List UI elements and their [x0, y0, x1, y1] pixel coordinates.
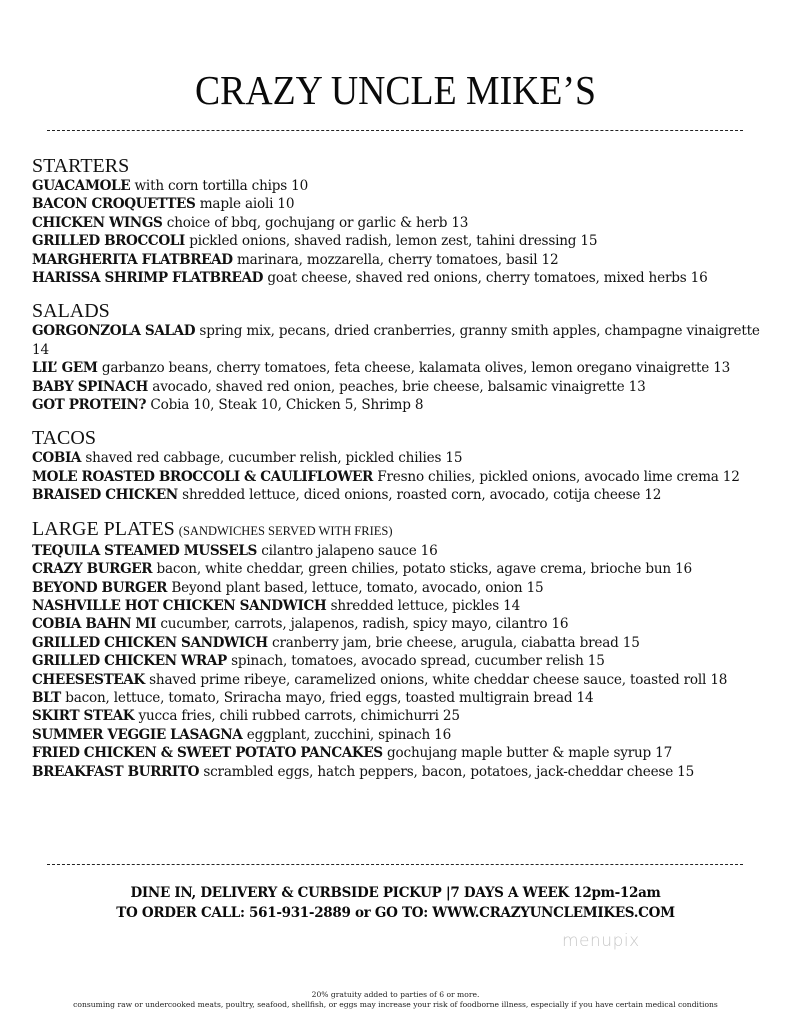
restaurant-title: CRAZY UNCLE MIKE’S — [195, 67, 596, 113]
menu-item — [32, 359, 777, 377]
section-title: LARGE PLATES (SANDWICHES SERVED WITH FRIES) — [32, 517, 393, 540]
item-name: BABY SPINACH — [32, 378, 148, 395]
item-description: cucumber, carrots, jalapenos, radish, spicy mayo, cilantro 16 — [160, 616, 569, 633]
menu-item — [32, 671, 777, 689]
menu-item — [32, 579, 777, 597]
item-name: BACON CROQUETTES — [32, 196, 196, 213]
item-description: shredded lettuce, diced onions, roasted corn, avocado, cotija cheese 12 — [182, 487, 662, 504]
item-name: MARGHERITA FLATBREAD — [32, 251, 233, 268]
item-description: gochujang maple butter & maple syrup 17 — [387, 745, 673, 762]
menu-item — [32, 269, 777, 287]
item-name: COBIA BAHN MI — [32, 616, 157, 633]
gratuity-note: 20% gratuity added to parties of 6 or more. — [311, 990, 480, 999]
item-description: avocado, shaved red onion, peaches, brie cheese, balsamic vinaigrette 13 — [152, 378, 646, 395]
menu-item — [32, 689, 777, 707]
item-name: HARISSA SHRIMP FLATBREAD — [32, 270, 263, 287]
section-salads — [32, 301, 777, 414]
item-description: yucca fries, chili rubbed carrots, chimichurri 25 — [138, 708, 460, 725]
item-name: COBIA — [32, 450, 82, 467]
menu-item — [32, 322, 777, 359]
menu-item — [32, 652, 777, 670]
menu-item — [32, 542, 777, 560]
menu-item — [32, 449, 777, 467]
menu-item — [32, 396, 777, 414]
item-name: BREAKFAST BURRITO — [32, 763, 200, 780]
top-dashed-divider — [47, 130, 743, 131]
menu-body — [32, 156, 777, 795]
item-name: LIL’ GEM — [32, 360, 98, 377]
item-name: GORGONZOLA SALAD — [32, 323, 196, 340]
item-name: GRILLED CHICKEN SANDWICH — [32, 634, 268, 651]
bottom-dashed-divider — [47, 864, 743, 865]
item-description: cranberry jam, brie cheese, arugula, ciabatta bread 15 — [272, 634, 640, 651]
item-name: FRIED CHICKEN & SWEET POTATO PANCAKES — [32, 745, 383, 762]
menu-item — [32, 177, 777, 195]
fine-print — [0, 990, 791, 1009]
menu-item — [32, 634, 777, 652]
section-title: TACOS — [32, 427, 96, 450]
item-description: with corn tortilla chips 10 — [134, 178, 309, 194]
item-description: marinara, mozzarella, cherry tomatoes, basil 12 — [236, 251, 559, 268]
section-tacos — [32, 428, 777, 504]
item-description: garbanzo beans, cherry tomatoes, feta cheese, kalamata olives, lemon oregano vinaigrette 13 — [101, 360, 731, 377]
item-name: SKIRT STEAK — [32, 708, 135, 725]
menu-item — [32, 560, 777, 578]
section-starters — [32, 156, 777, 287]
item-name: TEQUILA STEAMED MUSSELS — [32, 542, 257, 559]
item-description: maple aioli 10 — [199, 196, 295, 213]
item-name: GOT PROTEIN? — [32, 397, 147, 414]
menu-item — [32, 214, 777, 232]
section-title: SALADS — [32, 300, 110, 323]
item-name: CHEESESTEAK — [32, 671, 145, 688]
item-description: goat cheese, shaved red onions, cherry tomatoes, mixed herbs 16 — [267, 270, 708, 287]
item-name: GUACAMOLE — [32, 178, 131, 194]
menu-item — [32, 251, 777, 269]
item-description: shaved prime ribeye, caramelized onions, white cheddar cheese sauce, toasted roll 18 — [149, 671, 728, 688]
menu-item — [32, 763, 777, 781]
item-name: NASHVILLE HOT CHICKEN SANDWICH — [32, 597, 327, 614]
menu-item — [32, 726, 777, 744]
menu-item — [32, 378, 777, 396]
item-description: spring mix, pecans, dried cranberries, granny smith apples, champagne vinaigrette 14 — [32, 323, 760, 358]
item-name: GRILLED CHICKEN WRAP — [32, 653, 227, 670]
section-title: STARTERS — [32, 155, 130, 177]
item-name: MOLE ROASTED BROCCOLI & CAULIFLOWER — [32, 468, 373, 485]
menu-item — [32, 707, 777, 725]
item-description: Beyond plant based, lettuce, tomato, avocado, onion 15 — [171, 579, 544, 596]
menu-item — [32, 486, 777, 504]
item-description: cilantro jalapeno sauce 16 — [261, 542, 438, 559]
footer-info — [0, 883, 791, 923]
item-description: bacon, lettuce, tomato, Sriracha mayo, fried eggs, toasted multigrain bread 14 — [65, 689, 594, 706]
menu-item — [32, 232, 777, 250]
menu-item — [32, 468, 777, 486]
item-name: SUMMER VEGGIE LASAGNA — [32, 726, 243, 743]
item-description: shredded lettuce, pickles 14 — [330, 597, 521, 614]
item-name: BEYOND BURGER — [32, 579, 168, 596]
item-name: GRILLED BROCCOLI — [32, 233, 185, 250]
food-safety-disclaimer: consuming raw or undercooked meats, poultry, seafood, shellfish, or eggs may increase your risk of foodborne illness, especially if you have certain medical conditions — [73, 999, 718, 1009]
item-description: pickled onions, shaved radish, lemon zest, tahini dressing 15 — [189, 233, 598, 250]
item-description: scrambled eggs, hatch peppers, bacon, potatoes, jack-cheddar cheese 15 — [203, 763, 695, 780]
item-name: CRAZY BURGER — [32, 561, 153, 578]
item-name: BRAISED CHICKEN — [32, 487, 178, 504]
section-note: (SANDWICHES SERVED WITH FRIES) — [178, 523, 393, 538]
item-description: eggplant, zucchini, spinach 16 — [246, 726, 452, 743]
menu-item — [32, 615, 777, 633]
menu-item — [32, 744, 777, 762]
service-hours-line: DINE IN, DELIVERY & CURBSIDE PICKUP |7 DAYS A WEEK 12pm-12am — [130, 885, 661, 901]
item-name: BLT — [32, 689, 61, 706]
menu-item — [32, 597, 777, 615]
menu-item — [32, 195, 777, 213]
item-description: Cobia 10, Steak 10, Chicken 5, Shrimp 8 — [150, 397, 424, 414]
section-large-plates — [32, 519, 777, 781]
order-contact-line: TO ORDER CALL: 561-931-2889 or GO TO: WWW.CRAZYUNCLEMIKES.COM — [116, 905, 675, 921]
item-description: spinach, tomatoes, avocado spread, cucumber relish 15 — [231, 653, 605, 670]
item-description: bacon, white cheddar, green chilies, potato sticks, agave crema, brioche bun 16 — [156, 561, 692, 578]
menupix-watermark: menupix — [562, 931, 640, 951]
item-description: shaved red cabbage, cucumber relish, pickled chilies 15 — [85, 450, 463, 467]
item-description: choice of bbq, gochujang or garlic & herb 13 — [166, 214, 469, 231]
item-description: Fresno chilies, pickled onions, avocado lime crema 12 — [377, 468, 740, 485]
item-name: CHICKEN WINGS — [32, 214, 163, 231]
